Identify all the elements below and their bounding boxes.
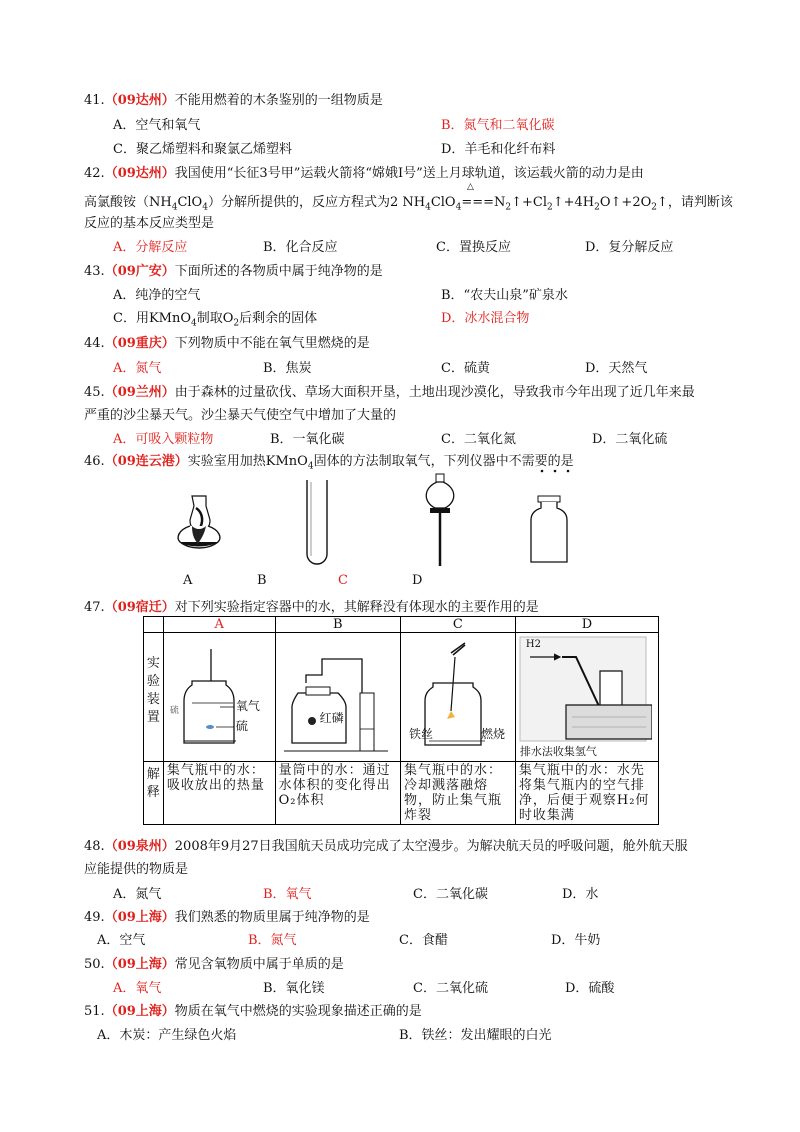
option-d: D．二氧化硫	[592, 432, 668, 447]
option-d: D．复分解反应	[585, 240, 674, 255]
explain-a: 集气瓶中的水：吸收放出的热量	[163, 762, 275, 825]
label-sulfur-small: 硫	[169, 706, 179, 716]
text: 固体的方法制取氧气，下列仪器中不需要的是	[313, 454, 574, 469]
heat-symbol: △	[467, 182, 474, 192]
option-b: B．氮气和二氧化碳	[441, 118, 555, 133]
apparatus-c	[400, 633, 515, 762]
gas-jar-image	[528, 494, 570, 566]
subscript: 2	[594, 202, 600, 213]
table-header-c: C	[400, 617, 515, 633]
apparatus-a	[163, 633, 275, 762]
subscript: 4	[191, 318, 197, 329]
option-b: B．一氧化碳	[270, 432, 345, 447]
label-iron-wire: 铁丝	[408, 727, 433, 741]
question-48-line2: 应能提供的物质是	[84, 862, 189, 877]
option-a: A．氮气	[113, 361, 162, 376]
option-a: A．纯净的空气	[113, 288, 201, 303]
question-number: 48.	[84, 839, 105, 854]
option-d: D．水	[562, 887, 599, 902]
question-46	[84, 450, 574, 472]
question-stem: 物质在氧气中燃烧的实验现象描述正确的是	[174, 1004, 422, 1019]
text: 后剩余的固体	[239, 311, 318, 326]
question-stem: 由于森林的过量砍伐、草场大面积开垦，土地出现沙漠化，导致我市今年出现了近几年来最	[174, 385, 695, 400]
question-49	[84, 906, 370, 925]
question-number: 47.	[84, 600, 105, 615]
text: ）分解所提供的，反应方程式为2 NH	[207, 195, 426, 210]
question-stem: 常见含氧物质中属于单质的是	[174, 957, 344, 972]
separatory-funnel-image	[420, 472, 460, 568]
row-label-apparatus	[144, 633, 164, 762]
apparatus-label-b: B	[257, 573, 267, 588]
question-stem: 2008年9月27日我国航天员成功完成了太空漫步。为解决航天员的呼吸问题，舱外航天服	[174, 839, 688, 854]
sulfur-burning-image	[164, 633, 268, 757]
label-oxygen: 氧气	[235, 699, 260, 713]
label-burning: 燃烧	[480, 727, 505, 741]
question-42-line2	[84, 191, 733, 213]
option-b: B．焦炭	[263, 361, 312, 376]
apparatus-label-d: D	[412, 573, 423, 588]
option-b: B．氧气	[263, 887, 312, 902]
text: O↑+2O	[599, 195, 652, 210]
text: ↑+Cl	[511, 195, 547, 210]
question-number: 42.	[84, 166, 105, 181]
question-source: （09泉州）	[104, 839, 175, 854]
emphasis-dots	[538, 468, 578, 474]
option-c: C．二氧化硫	[413, 981, 488, 996]
label-hydrogen: H2	[525, 639, 541, 650]
subscript: 4	[171, 202, 178, 213]
question-source: （09重庆）	[104, 336, 175, 351]
row-label-text: 实验装置	[146, 656, 160, 725]
question-stem: 下列物质中不能在氧气里燃烧的是	[174, 336, 370, 351]
table-header-d: D	[515, 617, 658, 633]
option-d: D．冰水混合物	[441, 311, 530, 326]
apparatus-label-c: C	[338, 573, 348, 588]
option-d: D．天然气	[585, 361, 648, 376]
question-source: （09兰州）	[104, 385, 175, 400]
question-41	[84, 89, 383, 108]
subscript: 2	[233, 318, 240, 329]
question-43	[84, 260, 383, 279]
option-c: C．食醋	[399, 933, 448, 948]
subscript: 4	[455, 202, 462, 213]
option-b: B．“农夫山泉”矿泉水	[441, 288, 568, 303]
text: ↑+4H	[552, 195, 595, 210]
option-a: A．可吸入颗粒物	[113, 432, 214, 447]
option-a: A．氮气	[113, 887, 162, 902]
text: 制取O	[196, 311, 234, 326]
option-a: A．木炭：产生绿色火焰	[97, 1028, 237, 1043]
apparatus-b	[275, 633, 400, 762]
subscript: 2	[505, 202, 512, 213]
row-label-text: 解释	[146, 767, 160, 800]
question-source: （09宿迁）	[104, 600, 175, 615]
explain-c: 集气瓶中的水：冷却溅落融熔物，防止集气瓶炸裂	[400, 762, 515, 825]
question-stem: 下面所述的各物质中属于纯净物的是	[174, 264, 383, 279]
subscript: 4	[425, 202, 431, 213]
subscript: 4	[202, 202, 208, 213]
question-51	[84, 1000, 422, 1019]
table-corner	[144, 617, 164, 633]
question-number: 44.	[84, 336, 105, 351]
option-c: C．二氧化氮	[441, 432, 516, 447]
text: ClO	[430, 195, 456, 210]
question-number: 43.	[84, 264, 105, 279]
question-48	[84, 835, 688, 854]
apparatus-d	[515, 633, 658, 762]
question-source: （09上海）	[104, 957, 175, 972]
phosphorus-oxygen-measure-image	[276, 633, 395, 757]
question-stem: 对下列实验指定容器中的水，其解释没有体现水的主要作用的是	[174, 600, 539, 615]
explain-d: 集气瓶中的水：水先将集气瓶内的空气排净，后便于观察H₂何时收集满	[515, 762, 658, 825]
table-header-a: A	[163, 617, 275, 633]
option-b: B．氧化镁	[263, 981, 325, 996]
option-c: C．硫黄	[441, 361, 490, 376]
option-c: C．二氧化碳	[413, 887, 488, 902]
option-a: A．氧气	[113, 981, 162, 996]
option-c: C．置换反应	[436, 240, 511, 255]
apparatus-label-a: A	[183, 573, 193, 588]
table-row-explain	[144, 762, 659, 825]
option-a: A．空气和氧气	[113, 118, 201, 133]
text: C．用KMnO	[113, 311, 192, 326]
option-b: B．化合反应	[263, 240, 338, 255]
text: ClO	[177, 195, 203, 210]
option-d: D．羊毛和化纤布料	[441, 142, 556, 157]
question-source: （09达州）	[104, 93, 175, 108]
subscript: 2	[547, 202, 553, 213]
question-44	[84, 332, 370, 351]
question-source: （09连云港）	[104, 454, 188, 469]
row-label-explain	[144, 762, 164, 825]
question-45	[84, 381, 695, 400]
label-red-phosphorus: 红磷	[319, 711, 344, 725]
label-sulfur: 硫	[235, 719, 248, 733]
question-stem: 我们熟悉的物质里属于纯净物的是	[174, 910, 370, 925]
option-d: D．牛奶	[551, 933, 601, 948]
table-header-b: B	[275, 617, 400, 633]
option-a: A．空气	[97, 933, 146, 948]
text: 实验室用加热KMnO	[187, 454, 308, 469]
question-number: 45.	[84, 385, 105, 400]
question-stem: 不能用燃着的木条鉴别的一组物质是	[174, 93, 383, 108]
table-header-row	[144, 617, 659, 633]
explain-b: 量筒中的水：通过水体积的变化得出O₂体积	[275, 762, 400, 825]
question-source: （09广安）	[104, 264, 175, 279]
alcohol-lamp-image	[170, 490, 230, 562]
option-b: B．氮气	[248, 933, 297, 948]
hydrogen-collection-image	[516, 633, 652, 757]
option-a: A．分解反应	[113, 240, 188, 255]
text: 高氯酸铵（NH	[84, 195, 172, 210]
question-source: （09上海）	[104, 910, 175, 925]
question-42-line3: 反应的基本反应类型是	[84, 216, 215, 231]
question-number: 51.	[84, 1004, 105, 1019]
text: ↑，请判断该	[656, 195, 733, 210]
option-c: C．聚乙烯塑料和聚氯乙烯塑料	[113, 142, 292, 157]
question-source: （09上海）	[104, 1004, 175, 1019]
question-number: 46.	[84, 454, 105, 469]
table-row-apparatus	[144, 633, 659, 762]
question-stem: 我国使用“长征3号甲”运载火箭将“嫦娥Ⅰ号”送上月球轨道，该运载火箭的动力是由	[174, 166, 644, 181]
question-45-line2: 严重的沙尘暴天气。沙尘暴天气使空气中增加了大量的	[84, 408, 397, 423]
question-number: 41.	[84, 93, 105, 108]
subscript: 2	[651, 202, 657, 213]
experiment-table	[143, 616, 659, 825]
question-50	[84, 953, 344, 972]
test-tube-image	[302, 478, 332, 566]
option-b: B．铁丝：发出耀眼的白光	[399, 1028, 552, 1043]
question-47	[84, 596, 539, 615]
label-collect-hydrogen: 排水法收集氢气	[519, 745, 597, 758]
subscript: 4	[307, 461, 314, 472]
question-42	[84, 162, 644, 181]
question-number: 50.	[84, 957, 105, 972]
option-d: D．硫酸	[565, 981, 615, 996]
question-source: （09达州）	[104, 166, 175, 181]
option-c	[113, 307, 317, 329]
question-number: 49.	[84, 910, 105, 925]
text: ===N	[461, 195, 506, 210]
